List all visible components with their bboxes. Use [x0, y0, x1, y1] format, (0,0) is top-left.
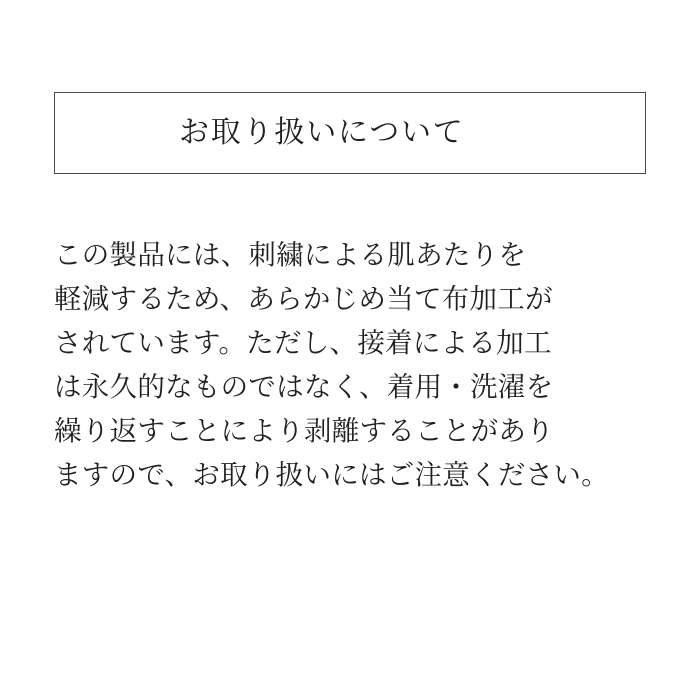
body-line: 繰り返すことにより剥離することがあり — [54, 415, 554, 446]
body-line: されています。ただし、接着による加工 — [54, 327, 552, 358]
body-line: この製品には、刺繍による肌あたりを — [54, 239, 527, 270]
body-line: 軽減するため、あらかじめ当て布加工が — [54, 283, 553, 314]
page-title: お取り扱いについて — [179, 116, 465, 149]
body-line: は永久的なものではなく、着用・洗濯を — [54, 371, 554, 402]
body-line: ますので、お取り扱いにはご注意ください。 — [54, 459, 609, 490]
body-text-block — [54, 233, 654, 497]
heading-box — [54, 92, 646, 174]
